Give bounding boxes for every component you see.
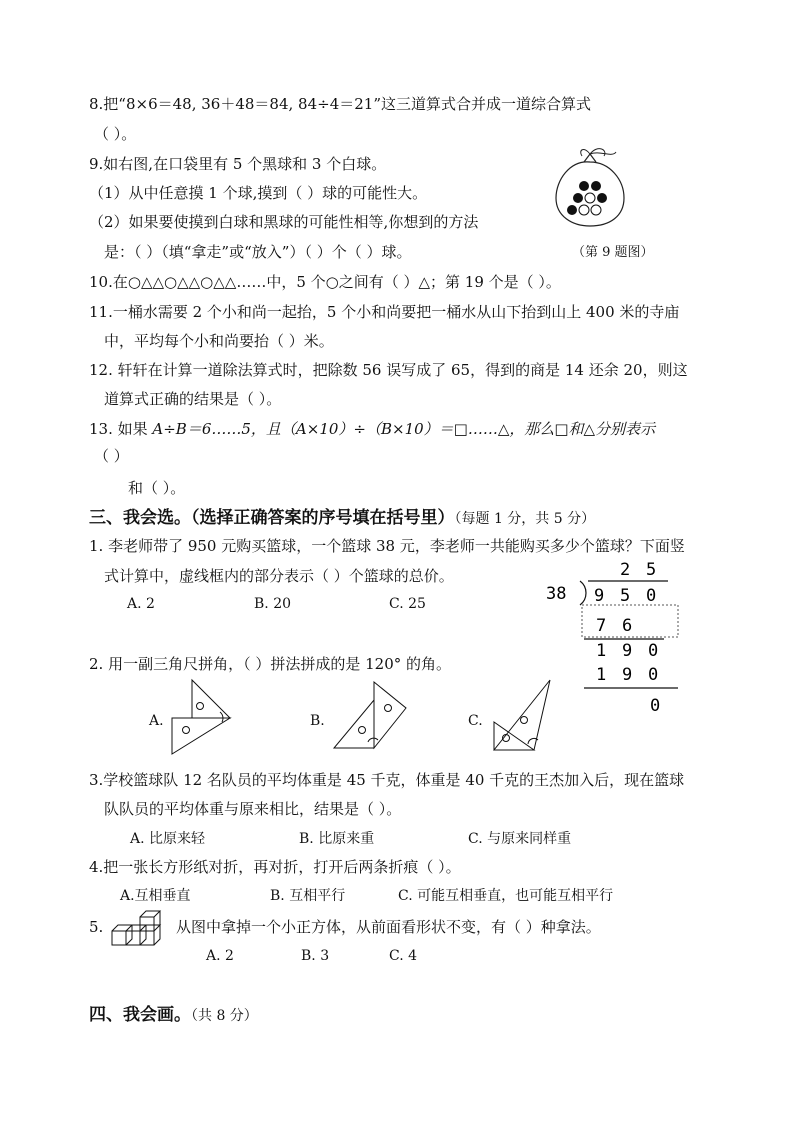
dividend-digit: 9 [594,586,605,606]
q13-line1 [89,419,655,439]
step1-digit: 6 [622,616,633,636]
black-ball [573,193,583,203]
c5-option-a: A. 2 [206,948,234,964]
q13-expression: A÷B＝6……5，且（A×10）÷（B×10）＝□……△，那么□和△分别表示 [152,420,656,438]
c5-option-c: C. 4 [389,948,418,964]
c3-option-b: B. 比原来重 [299,831,375,847]
c2-option-c: C. [468,713,483,729]
c5-text: 从图中拿掉一个小正方体，从前面看形状不变，有（ ）种拿法。 [176,918,601,936]
step2-digit: 1 [596,641,607,661]
q11-line1: 11.一桶水需要 2 个小和尚一起抬，5 个小和尚要把一桶水从山下抬到山上 400 米的寺庙 [89,303,680,321]
black-ball [567,205,577,215]
c4-option-a: A.互相垂直 [120,888,191,904]
white-ball [579,205,589,215]
c4-option-c: C. 可能互相垂直，也可能互相平行 [398,888,614,904]
black-ball [579,181,589,191]
c3-option-c: C. 与原来同样重 [468,831,572,847]
q10-text: 10.在○△△○△△○△△……中，5 个○之间有（ ）△；第 19 个是（ ）。 [89,273,561,291]
c2-option-b: B. [310,713,325,729]
section3-title [89,508,595,529]
black-ball [591,181,601,191]
c4-option-b: B. 互相平行 [270,888,346,904]
c3-option-a: A. 比原来轻 [130,831,206,847]
white-ball [585,193,595,203]
section4-score-note: （共 8 分） [191,1008,258,1024]
section3-heading: 三、我会选。（选择正确答案的序号填在括号里） [89,508,455,528]
ball-bag-figure [550,140,630,230]
quotient-digit: 5 [646,560,657,580]
c5-option-b: B. 3 [301,948,330,964]
set-square-figure-a [168,678,238,758]
step2-digit: 0 [648,641,659,661]
q12-line1: 12. 轩轩在计算一道除法算式时，把除数 56 误写成了 65，得到的商是 14 还余 20，则这 [89,361,688,379]
q13-prefix: 13. 如果 [89,420,153,438]
set-square-figure-c [490,678,560,758]
c1-line2: 式计算中，虚线框内的部分表示（ ）个篮球的总价。 [104,567,454,585]
cube-stack-figure [108,913,174,949]
step1-digit: 7 [596,616,607,636]
divisor: 38 [546,584,567,604]
q13-line2: （ ） [94,447,129,465]
c1-option-c: C. 25 [389,596,426,612]
c2-text: 2. 用一副三角尺拼角，（ ）拼法拼成的是 120° 的角。 [89,655,452,673]
q8-line1: 8.把“8×6＝48, 36＋48＝84, 84÷4＝21”这三道算式合并成一道综合算式 [89,95,592,113]
q8-answer-blank: （ ）。 [94,125,137,143]
c1-line1: 1. 李老师带了 950 元购买篮球，一个篮球 38 元，李老师一共能购买多少个篮球？下面竖 [89,537,685,555]
step3-digit: 0 [648,665,659,685]
step3-digit: 1 [596,665,607,685]
remainder: 0 [650,696,661,716]
q9-figure-caption: （第 9 题图） [572,245,654,260]
q9-part2: （2）如果要使摸到白球和黑球的可能性相等,你想到的方法 [89,213,479,231]
q9-part3: 是：（ ）（填“拿走”或“放入”）（ ）个（ ）球。 [104,243,412,261]
long-division-figure [540,555,690,720]
q11-line2: 中，平均每个小和尚要抬（ ）米。 [104,332,334,350]
c3-line1: 3.学校篮球队 12 名队员的平均体重是 45 千克，体重是 40 千克的王杰加入后，现在篮球 [89,771,685,789]
step3-digit: 9 [622,665,633,685]
section4-title [89,1005,258,1026]
q9-part1: （1）从中任意摸 1 个球,摸到（ ）球的可能性大。 [89,184,428,202]
c5-number: 5. [89,918,104,936]
black-ball [597,193,607,203]
c3-line2: 队队员的平均体重与原来相比，结果是（ ）。 [104,800,402,818]
q12-line2: 道算式正确的结果是（ ）。 [104,390,282,408]
set-square-figure-b [332,678,412,758]
dividend-digit: 0 [646,586,657,606]
white-ball [591,205,601,215]
c4-text: 4.把一张长方形纸对折，再对折，打开后两条折痕（ ）。 [89,858,461,876]
c1-option-a: A. 2 [127,596,155,612]
step2-digit: 9 [622,641,633,661]
c2-option-a: A. [149,713,164,729]
q9-stem: 9.如右图,在口袋里有 5 个黑球和 3 个白球。 [89,155,387,173]
dividend-digit: 5 [620,586,631,606]
section3-score-note: （每题 1 分，共 5 分） [454,511,596,527]
quotient-digit: 2 [620,560,631,580]
section4-heading: 四、我会画。 [89,1005,191,1025]
c1-option-b: B. 20 [254,596,292,612]
q13-line3: 和（ ）。 [128,479,186,497]
